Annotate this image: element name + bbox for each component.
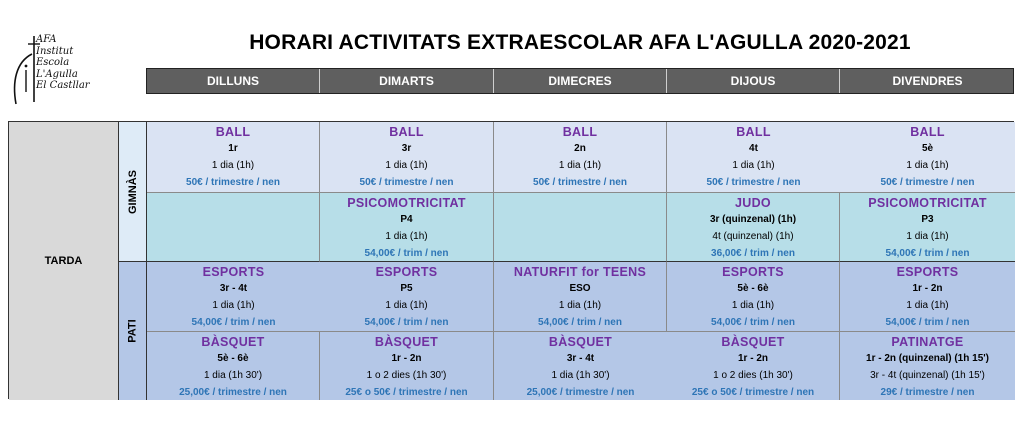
activity-title: BALL xyxy=(910,125,945,139)
activity-title: BALL xyxy=(389,125,424,139)
activity-time: 1 o 2 dies (1h 30') xyxy=(366,370,447,381)
schedule-cell xyxy=(667,262,840,332)
schedule-cell xyxy=(147,193,320,262)
activity-grade: 1r - 2n xyxy=(391,353,422,364)
schedule-cell xyxy=(840,262,1015,332)
schedule-cell xyxy=(320,193,494,262)
activity-price: 25€ o 50€ / trimestre / nen xyxy=(345,387,468,398)
activity-time: 1 dia (1h) xyxy=(558,300,602,311)
schedule-cell xyxy=(667,193,840,262)
activity-time: 1 dia (1h) xyxy=(558,160,602,171)
activity-grade: 5è - 6è xyxy=(737,283,769,294)
activity-title: BÀSQUET xyxy=(721,335,785,349)
activity-grade: ESO xyxy=(569,283,591,294)
activity-grade: 3r - 4t xyxy=(219,283,248,294)
activity-time: 1 dia (1h) xyxy=(385,231,428,242)
activity-title: JUDO xyxy=(735,196,771,210)
day-header-monday: DILLUNS xyxy=(147,69,320,93)
zone-gym xyxy=(119,122,147,262)
activity-price: 54,00€ / trim / nen xyxy=(885,248,970,259)
activity-grade: P4 xyxy=(400,214,413,225)
activity-price: 50€ / trimestre / nen xyxy=(186,177,280,188)
activity-price: 36,00€ / trim / nen xyxy=(711,248,795,259)
activity-time: 1 dia (1h) xyxy=(731,300,775,311)
activity-title: ESPORTS xyxy=(375,265,438,279)
activity-price: 29€ / trimestre / nen xyxy=(880,387,975,398)
activity-grade: P5 xyxy=(400,283,413,294)
activity-price: 54,00€ / trim / nen xyxy=(364,317,449,328)
activity-title: ESPORTS xyxy=(722,265,784,279)
activity-time: 1 dia (1h) xyxy=(906,300,949,311)
schedule-cell xyxy=(840,122,1015,193)
activity-price: 50€ / trimestre / nen xyxy=(706,177,801,188)
activity-title: ESPORTS xyxy=(202,265,265,279)
schedule-cell xyxy=(840,193,1015,262)
schedule-cell xyxy=(320,122,494,193)
activity-grade: 1r xyxy=(228,143,238,154)
activity-title: PSICOMOTRICITAT xyxy=(347,196,466,210)
activity-title: PSICOMOTRICITAT xyxy=(868,196,987,210)
schedule-cell xyxy=(494,122,667,193)
activity-time: 1 dia (1h) xyxy=(385,160,428,171)
schedule-cell xyxy=(147,332,320,400)
schedule-cell xyxy=(667,332,840,400)
activity-grade: 2n xyxy=(574,143,586,154)
day-header-tuesday: DIMARTS xyxy=(320,69,494,93)
zone-pati xyxy=(119,262,147,400)
activity-time: 1 dia (1h) xyxy=(212,300,255,311)
activity-price: 50€ / trimestre / nen xyxy=(359,177,454,188)
schedule-cell xyxy=(840,332,1015,400)
activity-time: 1 dia (1h) xyxy=(732,160,775,171)
schedule-cell xyxy=(320,262,494,332)
day-header-friday: DIVENDRES xyxy=(892,74,963,88)
activity-price: 25,00€ / trimestre / nen xyxy=(526,387,635,398)
activity-grade: 1r - 2n xyxy=(737,353,768,364)
activity-time: 3r - 4t (quinzenal) (1h 15') xyxy=(870,370,985,381)
schedule-cell xyxy=(320,332,494,400)
schedule-cell xyxy=(667,122,840,193)
activity-grade: 5è - 6è xyxy=(217,353,249,364)
period-label: TARDA xyxy=(9,122,119,400)
day-header-thursday: DIJOUS xyxy=(667,69,840,93)
activity-time: 4t (quinzenal) (1h) xyxy=(712,231,794,242)
page-title: HORARI ACTIVITATS EXTRAESCOLAR AFA L'AGULLA 2020-2021 xyxy=(249,31,911,54)
schedule-cell xyxy=(147,122,320,193)
activity-grade: 1r - 2n xyxy=(912,283,943,294)
activity-grade: 1r - 2n (quinzenal) (1h 15') xyxy=(866,353,989,364)
schedule-cell xyxy=(494,193,667,262)
activity-grade: 3r xyxy=(401,143,412,154)
day-header-wednesday: DIMECRES xyxy=(494,69,667,93)
activity-price: 54,00€ / trim / nen xyxy=(538,317,622,328)
activity-time: 1 o 2 dies (1h 30') xyxy=(713,370,793,381)
activity-time: 1 dia (1h 30') xyxy=(203,370,263,381)
activity-price: 54,00€ / trim / nen xyxy=(364,248,449,259)
activity-price: 50€ / trimestre / nen xyxy=(880,177,975,188)
activity-title: BÀSQUET xyxy=(374,335,439,349)
zone-gym-label: GIMNÀS xyxy=(126,169,139,214)
activity-grade: 5è xyxy=(921,143,934,154)
schedule-cell xyxy=(494,332,667,400)
weekday-header xyxy=(146,68,1014,94)
activity-time: 1 dia (1h) xyxy=(211,160,255,171)
activity-title: PATINATGE xyxy=(891,335,964,349)
activity-price: 50€ / trimestre / nen xyxy=(533,177,627,188)
activity-title: ESPORTS xyxy=(896,265,959,279)
activity-price: 54,00€ / trim / nen xyxy=(191,317,276,328)
zone-pati-label: PATI xyxy=(126,319,139,343)
schedule-table xyxy=(8,121,1014,399)
activity-price: 25,00€ / trimestre / nen xyxy=(179,387,287,398)
activity-time: 1 dia (1h) xyxy=(385,300,428,311)
activity-title: BALL xyxy=(562,125,598,139)
activity-price: 25€ o 50€ / trimestre / nen xyxy=(691,387,815,398)
activity-time: 1 dia (1h 30') xyxy=(551,370,610,381)
activity-grade: 3r - 4t xyxy=(566,353,595,364)
activity-grade: 3r (quinzenal) (1h) xyxy=(709,214,797,225)
activity-title: BÀSQUET xyxy=(201,335,265,349)
activity-title: BALL xyxy=(215,125,251,139)
activity-time: 1 dia (1h) xyxy=(906,160,949,171)
activity-grade: 4t xyxy=(749,143,758,154)
schedule-cell xyxy=(147,262,320,332)
activity-time: 1 dia (1h) xyxy=(906,231,949,242)
activity-title: BALL xyxy=(736,125,771,139)
activity-price: 54,00€ / trim / nen xyxy=(711,317,795,328)
logo-text: AFA Institut Escola L'Agulla El Castllar xyxy=(36,34,90,91)
activity-title: NATURFIT for TEENS xyxy=(513,265,647,279)
activity-grade: P3 xyxy=(921,214,934,225)
activity-price: 54,00€ / trim / nen xyxy=(885,317,970,328)
activity-title: BÀSQUET xyxy=(548,335,613,349)
schedule-cell xyxy=(494,262,667,332)
afa-logo xyxy=(8,32,118,108)
